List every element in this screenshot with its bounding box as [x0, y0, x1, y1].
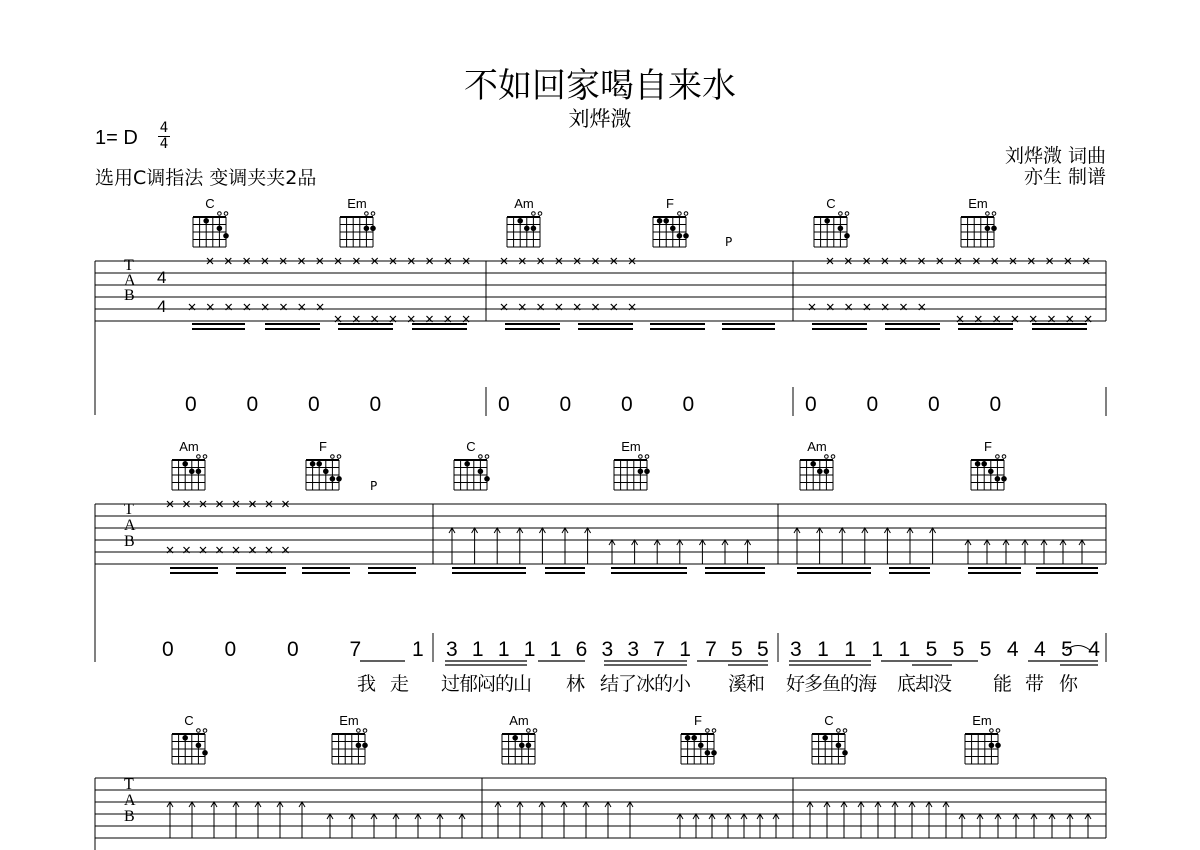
finger-dot — [683, 233, 689, 239]
finger-dot — [223, 233, 229, 239]
chord-grid — [958, 211, 998, 251]
strum-x-marks — [189, 258, 1091, 322]
beam-groups — [192, 324, 1087, 329]
lyric-word: 能 — [993, 673, 1013, 695]
chord-diagram — [650, 198, 690, 250]
finger-dot — [663, 218, 669, 224]
finger-dot — [677, 233, 683, 239]
chord-name: C — [466, 439, 476, 454]
chord-name: C — [826, 196, 836, 211]
song-artist: 刘烨溦 — [568, 107, 632, 131]
numbered-notation-bar: 3 1 1 1 1 5 5 5 4 4 5 4 — [790, 638, 1100, 661]
chord-name: Em — [968, 196, 988, 211]
tab-clef: T A B — [124, 776, 136, 825]
tab-timesig-bottom: 4 — [157, 297, 167, 316]
chord-diagram — [337, 198, 377, 250]
chord-name: F — [694, 713, 702, 728]
lyric-word: 你 — [1059, 673, 1079, 695]
chord-diagram — [811, 198, 851, 250]
lyric-word: 结了冰的小 — [600, 673, 691, 695]
time-signature-top: 4 — [159, 120, 169, 136]
chord-name: Am — [807, 439, 827, 454]
lyric-word: 带 — [1025, 673, 1045, 695]
credit-lyrics-music: 刘烨溦 词曲 — [1004, 145, 1106, 167]
finger-dot — [838, 226, 844, 232]
lyric-word: 过郁闷的山 — [441, 673, 532, 695]
finger-dot — [370, 226, 376, 232]
numbered-notation-bar: 0 0 0 0 — [498, 393, 695, 416]
chord-name: Am — [514, 196, 534, 211]
pick-marker: P — [370, 479, 378, 493]
tab-clef: T A B — [124, 501, 136, 550]
lyric-word: 走 — [390, 673, 410, 695]
chord-name: Em — [972, 713, 992, 728]
chord-name: C — [824, 713, 834, 728]
finger-dot — [985, 226, 991, 232]
finger-dot — [364, 226, 370, 232]
chord-name: F — [319, 439, 327, 454]
lyric-word: 溪和 — [728, 673, 765, 695]
tab-timesig-top: 4 — [157, 268, 167, 287]
time-signature-bottom: 4 — [159, 136, 169, 152]
chord-grid — [504, 211, 544, 251]
capo-note: 选用C调指法 变调夹夹2品 — [95, 167, 317, 189]
chord-name: Em — [621, 439, 641, 454]
finger-dot — [524, 226, 530, 232]
chord-diagram — [190, 198, 230, 250]
lyric-word: 底却没 — [897, 673, 952, 695]
finger-dot — [824, 218, 830, 224]
lyric-word: 好多鱼的海 — [786, 673, 877, 695]
chord-name: Em — [347, 196, 367, 211]
chord-grid — [650, 211, 690, 251]
finger-dot — [517, 218, 523, 224]
finger-dot — [203, 218, 209, 224]
chord-name: F — [984, 439, 992, 454]
chord-grid — [811, 211, 851, 251]
chord-diagram — [504, 198, 544, 250]
chord-name: Em — [339, 713, 359, 728]
finger-dot — [670, 226, 676, 232]
chord-name: C — [184, 713, 194, 728]
lyric-word: 林 — [566, 673, 586, 695]
chord-name: Am — [179, 439, 199, 454]
chord-name: Am — [509, 713, 529, 728]
chord-name: C — [205, 196, 215, 211]
finger-dot — [844, 233, 850, 239]
song-title: 不如回家喝自来水 — [464, 66, 736, 106]
numbered-notation-bar: 0 0 0 0 — [805, 393, 1002, 416]
lyric-word: 我 — [357, 673, 377, 695]
credit-transcriber: 亦生 制谱 — [1023, 166, 1106, 188]
key-signature: 1= D — [95, 127, 138, 149]
tab-clef: T A B — [124, 257, 136, 304]
chord-diagram — [958, 198, 998, 250]
finger-dot — [991, 226, 997, 232]
numbered-notation-bar: 3 1 1 1 1 6 3 3 7 1 7 5 5 — [446, 638, 769, 661]
chord-grid — [190, 211, 230, 251]
numbered-notation-bar: 0 0 0 0 — [185, 393, 382, 416]
chord-name: F — [666, 196, 674, 211]
chord-grid — [337, 211, 377, 251]
finger-dot — [657, 218, 663, 224]
numbered-notation-bar: 0 0 0 7 1 — [162, 638, 424, 661]
pick-marker: P — [725, 235, 733, 249]
finger-dot — [531, 226, 537, 232]
finger-dot — [217, 226, 223, 232]
